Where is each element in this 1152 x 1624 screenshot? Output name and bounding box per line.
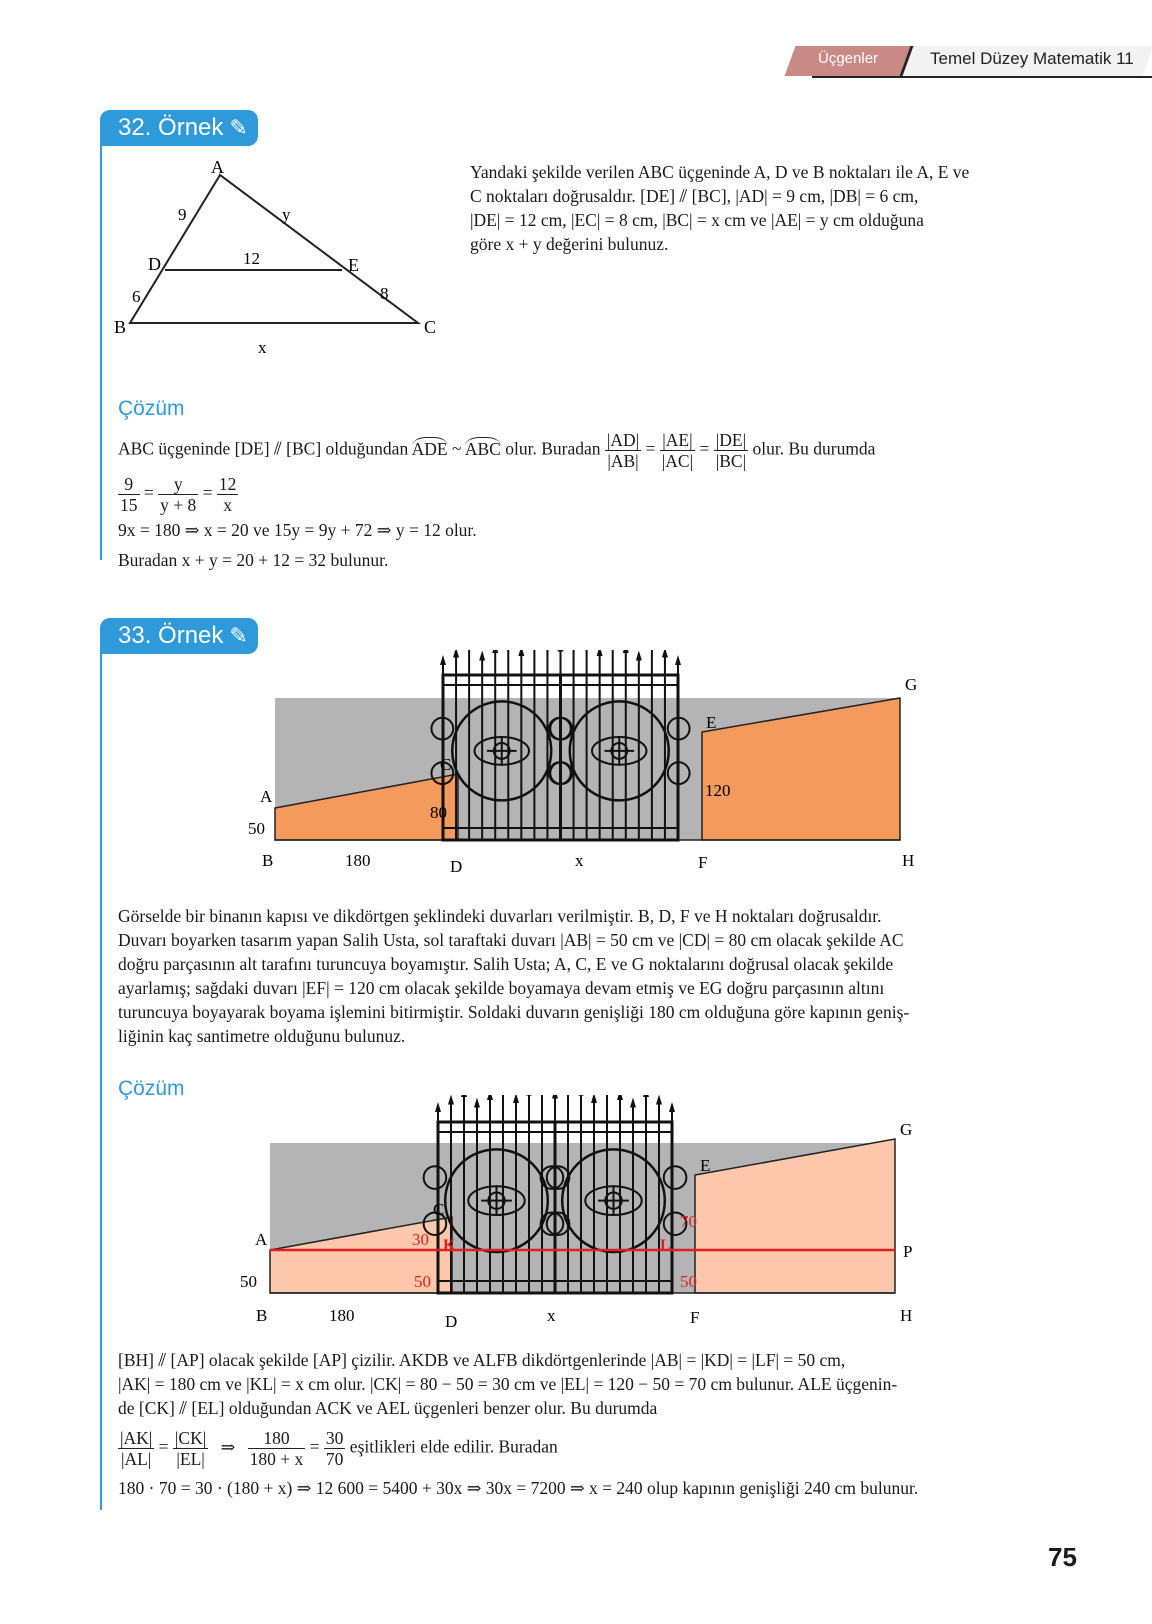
angle-abc: ABC <box>464 438 501 459</box>
equals: = <box>645 438 656 459</box>
gate-icon <box>424 1095 687 1293</box>
fraction <box>660 430 695 471</box>
equals: = <box>143 482 154 503</box>
label-a: A <box>260 787 273 806</box>
fraction <box>217 474 239 515</box>
numerator: 180 <box>248 1428 306 1449</box>
label-9: 9 <box>178 205 187 224</box>
solution-line: |AK| = 180 cm ve |KL| = x cm olur. |CK| = 80 − 50 = 30 cm ve |EL| = 120 − 50 = 70 cm bulunur. ALE üçgenin- <box>118 1374 898 1394</box>
question-line: Yandaki şekilde verilen ABC üçgeninde A, D ve B noktaları ile A, E ve <box>470 162 970 182</box>
question-line: Duvarı boyarken tasarım yapan Salih Usta, sol taraftaki duvarı |AB| = 50 cm ve |CD| = 80 cm olacak şekilde AC <box>118 930 904 950</box>
label-g: G <box>900 1120 913 1139</box>
solution-32-line-2: 9x = 180 ⇒ x = 20 ve 15y = 9y + 72 ⇒ y = 12 olur. <box>118 520 477 540</box>
denominator: 15 <box>120 495 138 515</box>
label-50-ab: 50 <box>240 1272 257 1291</box>
fraction <box>158 474 198 515</box>
label-12: 12 <box>243 249 260 268</box>
label-50-kd: 50 <box>414 1272 431 1291</box>
label-70: 70 <box>680 1212 697 1231</box>
question-line: Görselde bir binanın kapısı ve dikdörtgen şeklindeki duvarları verilmiştir. B, D, F ve H noktaları doğrusaldır. <box>118 906 882 926</box>
numerator: y <box>158 474 198 495</box>
label-h: H <box>902 851 915 870</box>
denominator: |EL| <box>176 1449 205 1469</box>
gate-figure-1 <box>240 650 940 890</box>
label-c: C <box>424 317 437 337</box>
text: olur. Buradan <box>505 438 601 459</box>
label-180: 180 <box>329 1306 355 1325</box>
header-rule <box>812 76 1152 78</box>
label-a: A <box>255 1230 268 1249</box>
example-33-title: 33. Örnek <box>118 622 224 649</box>
pencil-icon: ✎ <box>229 623 248 648</box>
label-180: 180 <box>345 851 371 870</box>
denominator: x <box>223 495 232 515</box>
label-l: L <box>660 1237 671 1254</box>
header-book-title: Temel Düzey Matematik 11 <box>930 49 1134 68</box>
question-line: doğru parçasının alt tarafını turuncuya boyamıştır. Salih Usta; A, C, E ve G noktalarını doğrusal olacak şekilde <box>118 954 894 974</box>
question-line: göre x + y değerini bulunuz. <box>470 234 669 254</box>
numerator: |CK| <box>174 1428 207 1448</box>
header-chapter: Üçgenler <box>818 50 879 67</box>
gate-figure-2 <box>240 1095 940 1335</box>
solution-line: de [CK] ⫽ [EL] olduğundan ACK ve AEL üçgenleri benzer olur. Bu durumda <box>118 1398 658 1418</box>
label-d: D <box>148 254 161 274</box>
fraction <box>173 1428 208 1469</box>
denominator: y + 8 <box>160 495 197 515</box>
solution-line: [BH] ⫽ [AP] olacak şekilde [AP] çizilir. AKDB ve ALFB dikdörtgenlerinde |AB| = |KD| = |LF| = 50 cm, <box>118 1350 846 1370</box>
text: olur. Bu durumda <box>752 438 876 459</box>
example-32-badge <box>100 110 258 146</box>
label-e: E <box>348 255 359 275</box>
label-p: P <box>903 1242 913 1261</box>
example-32-question <box>470 160 1070 256</box>
fraction <box>714 430 748 471</box>
fraction <box>118 474 140 515</box>
similar-sign: ~ <box>451 438 462 459</box>
text: ABC üçgeninde [DE] ⫽ [BC] olduğundan <box>118 438 409 459</box>
numerator: 12 <box>218 474 237 494</box>
label-x: x <box>258 338 267 357</box>
label-80: 80 <box>430 803 447 822</box>
denominator: |AC| <box>661 451 694 471</box>
fraction <box>248 1428 306 1469</box>
label-x: x <box>547 1306 556 1325</box>
label-b: B <box>256 1306 268 1325</box>
label-8: 8 <box>380 284 389 303</box>
solution-32-line-1 <box>118 430 1118 471</box>
equals: = <box>309 1436 320 1457</box>
numerator: 30 <box>325 1428 344 1448</box>
numerator: 9 <box>118 474 140 495</box>
angle-ade: ADE <box>411 438 448 459</box>
example-33-badge <box>100 618 258 654</box>
label-x: x <box>575 851 584 870</box>
page-number: 75 <box>1048 1542 1077 1572</box>
question-line: ayarlamış; sağdaki duvarı |EF| = 120 cm olacak şekilde boyamaya devam etmiş ve EG doğru parçasının altını <box>118 978 885 998</box>
numerator: |AE| <box>660 430 695 451</box>
solution-33-proportion <box>118 1428 558 1469</box>
solution-33-final: 180 · 70 = 30 · (180 + x) ⇒ 12 600 = 5400 + 30x ⇒ 30x = 7200 ⇒ x = 240 olup kapının genişliği 240 cm bulunur. <box>118 1478 919 1498</box>
question-line: turuncuya boyayarak boyama işlemini bitirmiştir. Soldaki duvarın genişliği 180 cm olduğuna göre kapının geniş- <box>118 1002 910 1022</box>
label-d: D <box>450 857 463 876</box>
label-6: 6 <box>132 287 141 306</box>
pencil-icon: ✎ <box>229 115 248 140</box>
triangle-abc <box>130 175 418 323</box>
example-32-side-rule <box>100 130 102 560</box>
label-c: C <box>440 755 452 774</box>
equals: = <box>699 438 710 459</box>
example-32-solution-heading: Çözüm <box>118 397 185 420</box>
question-line: liğinin kaç santimetre olduğunu bulunuz. <box>118 1026 406 1046</box>
solution-32-line-3: Buradan x + y = 20 + 12 = 32 bulunur. <box>118 550 389 570</box>
label-g: G <box>905 675 918 694</box>
denominator: |AL| <box>120 1449 152 1469</box>
label-e: E <box>706 713 717 732</box>
label-a: A <box>211 157 224 177</box>
label-50-lf: 50 <box>680 1272 697 1291</box>
fraction <box>324 1428 346 1469</box>
label-h: H <box>900 1306 913 1325</box>
example-33-side-rule <box>100 640 102 1510</box>
label-k: K <box>443 1237 456 1254</box>
label-c: C <box>433 1200 445 1219</box>
fraction <box>118 1428 154 1469</box>
text: eşitlikleri elde edilir. Buradan <box>349 1436 558 1457</box>
fraction <box>605 430 641 471</box>
example-33-question <box>118 904 1128 1048</box>
denominator: |AB| <box>607 451 639 471</box>
example-32-title: 32. Örnek <box>118 114 224 141</box>
label-f: F <box>690 1308 700 1327</box>
label-50: 50 <box>248 819 265 838</box>
label-30: 30 <box>412 1230 429 1249</box>
equals: = <box>158 1436 169 1457</box>
question-line: |DE| = 12 cm, |EC| = 8 cm, |BC| = x cm ve |AE| = y cm olduğuna <box>470 210 924 230</box>
denominator: 180 + x <box>249 1449 304 1469</box>
label-e: E <box>700 1156 711 1175</box>
denominator: |BC| <box>715 451 747 471</box>
example-33-solution-heading: Çözüm <box>118 1077 185 1100</box>
label-f: F <box>698 853 708 872</box>
label-120: 120 <box>705 781 731 800</box>
label-y: y <box>282 205 291 224</box>
label-b: B <box>114 317 127 337</box>
solution-32-proportion <box>118 474 238 515</box>
equals: = <box>202 482 213 503</box>
numerator: |AD| <box>606 430 640 450</box>
denominator: 70 <box>325 1449 344 1469</box>
label-d: D <box>445 1312 458 1331</box>
implies: ⇒ <box>220 1436 236 1457</box>
solution-33-text <box>118 1348 1128 1420</box>
numerator: |DE| <box>714 430 748 451</box>
label-b: B <box>262 851 274 870</box>
question-line: C noktaları doğrusaldır. [DE] ⫽ [BC], |AD| = 9 cm, |DB| = 6 cm, <box>470 186 919 206</box>
numerator: |AK| <box>120 1428 153 1448</box>
triangle-figure <box>110 150 460 360</box>
